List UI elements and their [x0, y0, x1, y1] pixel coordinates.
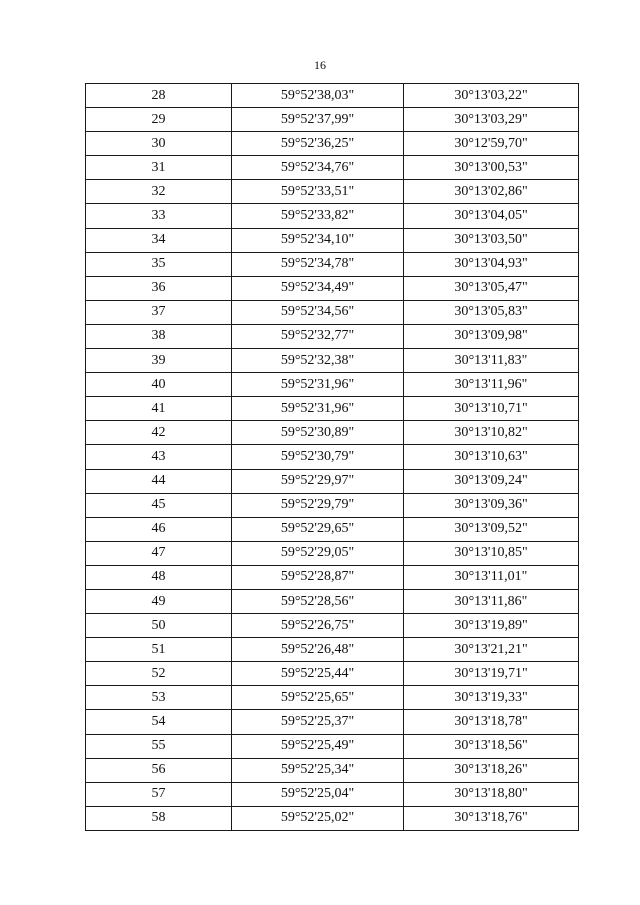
latitude-cell: 59°52'31,96" — [232, 373, 404, 397]
point-number-cell: 53 — [86, 686, 232, 710]
table-row — [86, 300, 579, 324]
latitude-cell: 59°52'33,51" — [232, 180, 404, 204]
point-number-cell: 45 — [86, 493, 232, 517]
longitude-cell: 30°13'03,22" — [404, 84, 579, 108]
longitude-cell: 30°13'11,01" — [404, 565, 579, 589]
table-row — [86, 734, 579, 758]
table-row — [86, 373, 579, 397]
latitude-cell: 59°52'33,82" — [232, 204, 404, 228]
longitude-cell: 30°13'04,93" — [404, 252, 579, 276]
longitude-cell: 30°13'18,56" — [404, 734, 579, 758]
longitude-cell: 30°13'19,33" — [404, 686, 579, 710]
table-row — [86, 445, 579, 469]
latitude-cell: 59°52'37,99" — [232, 108, 404, 132]
point-number-cell: 28 — [86, 84, 232, 108]
table-row — [86, 638, 579, 662]
latitude-cell: 59°52'36,25" — [232, 132, 404, 156]
longitude-cell: 30°13'10,71" — [404, 397, 579, 421]
point-number-cell: 49 — [86, 589, 232, 613]
longitude-cell: 30°13'10,85" — [404, 541, 579, 565]
table-row — [86, 710, 579, 734]
latitude-cell: 59°52'25,65" — [232, 686, 404, 710]
point-number-cell: 52 — [86, 662, 232, 686]
longitude-cell: 30°13'05,83" — [404, 300, 579, 324]
latitude-cell: 59°52'25,34" — [232, 758, 404, 782]
latitude-cell: 59°52'25,44" — [232, 662, 404, 686]
point-number-cell: 38 — [86, 324, 232, 348]
latitude-cell: 59°52'25,37" — [232, 710, 404, 734]
latitude-cell: 59°52'29,79" — [232, 493, 404, 517]
longitude-cell: 30°13'19,89" — [404, 614, 579, 638]
table-row — [86, 84, 579, 108]
latitude-cell: 59°52'25,49" — [232, 734, 404, 758]
latitude-cell: 59°52'30,79" — [232, 445, 404, 469]
point-number-cell: 50 — [86, 614, 232, 638]
point-number-cell: 31 — [86, 156, 232, 180]
page-number: 16 — [314, 58, 326, 72]
longitude-cell: 30°13'18,26" — [404, 758, 579, 782]
longitude-cell: 30°13'21,21" — [404, 638, 579, 662]
point-number-cell: 51 — [86, 638, 232, 662]
longitude-cell: 30°13'18,80" — [404, 782, 579, 806]
point-number-cell: 41 — [86, 397, 232, 421]
latitude-cell: 59°52'30,89" — [232, 421, 404, 445]
point-number-cell: 54 — [86, 710, 232, 734]
latitude-cell: 59°52'32,77" — [232, 324, 404, 348]
point-number-cell: 32 — [86, 180, 232, 204]
point-number-cell: 43 — [86, 445, 232, 469]
latitude-cell: 59°52'26,75" — [232, 614, 404, 638]
point-number-cell: 47 — [86, 541, 232, 565]
longitude-cell: 30°13'10,82" — [404, 421, 579, 445]
table-row — [86, 108, 579, 132]
longitude-cell: 30°13'18,78" — [404, 710, 579, 734]
latitude-cell: 59°52'29,65" — [232, 517, 404, 541]
longitude-cell: 30°13'00,53" — [404, 156, 579, 180]
point-number-cell: 35 — [86, 252, 232, 276]
latitude-cell: 59°52'29,05" — [232, 541, 404, 565]
point-number-cell: 37 — [86, 300, 232, 324]
point-number-cell: 42 — [86, 421, 232, 445]
longitude-cell: 30°13'04,05" — [404, 204, 579, 228]
table-row — [86, 252, 579, 276]
latitude-cell: 59°52'28,56" — [232, 589, 404, 613]
point-number-cell: 57 — [86, 782, 232, 806]
longitude-cell: 30°13'03,50" — [404, 228, 579, 252]
longitude-cell: 30°13'05,47" — [404, 276, 579, 300]
table-row — [86, 132, 579, 156]
longitude-cell: 30°13'09,24" — [404, 469, 579, 493]
point-number-cell: 58 — [86, 806, 232, 830]
latitude-cell: 59°52'32,38" — [232, 349, 404, 373]
longitude-cell: 30°13'09,52" — [404, 517, 579, 541]
table-row — [86, 228, 579, 252]
coordinates-table-body — [86, 84, 579, 831]
table-row — [86, 517, 579, 541]
longitude-cell: 30°13'11,83" — [404, 349, 579, 373]
longitude-cell: 30°13'19,71" — [404, 662, 579, 686]
table-row — [86, 180, 579, 204]
point-number-cell: 44 — [86, 469, 232, 493]
table-row — [86, 421, 579, 445]
longitude-cell: 30°13'11,86" — [404, 589, 579, 613]
latitude-cell: 59°52'34,78" — [232, 252, 404, 276]
latitude-cell: 59°52'29,97" — [232, 469, 404, 493]
point-number-cell: 39 — [86, 349, 232, 373]
table-row — [86, 806, 579, 830]
table-row — [86, 758, 579, 782]
point-number-cell: 55 — [86, 734, 232, 758]
longitude-cell: 30°13'18,76" — [404, 806, 579, 830]
table-row — [86, 614, 579, 638]
point-number-cell: 48 — [86, 565, 232, 589]
longitude-cell: 30°13'09,36" — [404, 493, 579, 517]
table-row — [86, 397, 579, 421]
latitude-cell: 59°52'25,02" — [232, 806, 404, 830]
table-row — [86, 589, 579, 613]
table-row — [86, 324, 579, 348]
latitude-cell: 59°52'31,96" — [232, 397, 404, 421]
table-row — [86, 541, 579, 565]
table-row — [86, 204, 579, 228]
latitude-cell: 59°52'26,48" — [232, 638, 404, 662]
point-number-cell: 34 — [86, 228, 232, 252]
point-number-cell: 56 — [86, 758, 232, 782]
table-row — [86, 349, 579, 373]
point-number-cell: 33 — [86, 204, 232, 228]
table-row — [86, 782, 579, 806]
point-number-cell: 29 — [86, 108, 232, 132]
table-row — [86, 565, 579, 589]
point-number-cell: 46 — [86, 517, 232, 541]
longitude-cell: 30°12'59,70" — [404, 132, 579, 156]
latitude-cell: 59°52'34,10" — [232, 228, 404, 252]
latitude-cell: 59°52'34,56" — [232, 300, 404, 324]
table-row — [86, 686, 579, 710]
point-number-cell: 30 — [86, 132, 232, 156]
point-number-cell: 40 — [86, 373, 232, 397]
point-number-cell: 36 — [86, 276, 232, 300]
longitude-cell: 30°13'09,98" — [404, 324, 579, 348]
table-row — [86, 469, 579, 493]
table-row — [86, 156, 579, 180]
table-row — [86, 662, 579, 686]
latitude-cell: 59°52'38,03" — [232, 84, 404, 108]
table-row — [86, 493, 579, 517]
latitude-cell: 59°52'28,87" — [232, 565, 404, 589]
coordinates-table — [85, 83, 579, 831]
latitude-cell: 59°52'34,49" — [232, 276, 404, 300]
longitude-cell: 30°13'11,96" — [404, 373, 579, 397]
table-row — [86, 276, 579, 300]
longitude-cell: 30°13'10,63" — [404, 445, 579, 469]
latitude-cell: 59°52'34,76" — [232, 156, 404, 180]
longitude-cell: 30°13'02,86" — [404, 180, 579, 204]
longitude-cell: 30°13'03,29" — [404, 108, 579, 132]
latitude-cell: 59°52'25,04" — [232, 782, 404, 806]
